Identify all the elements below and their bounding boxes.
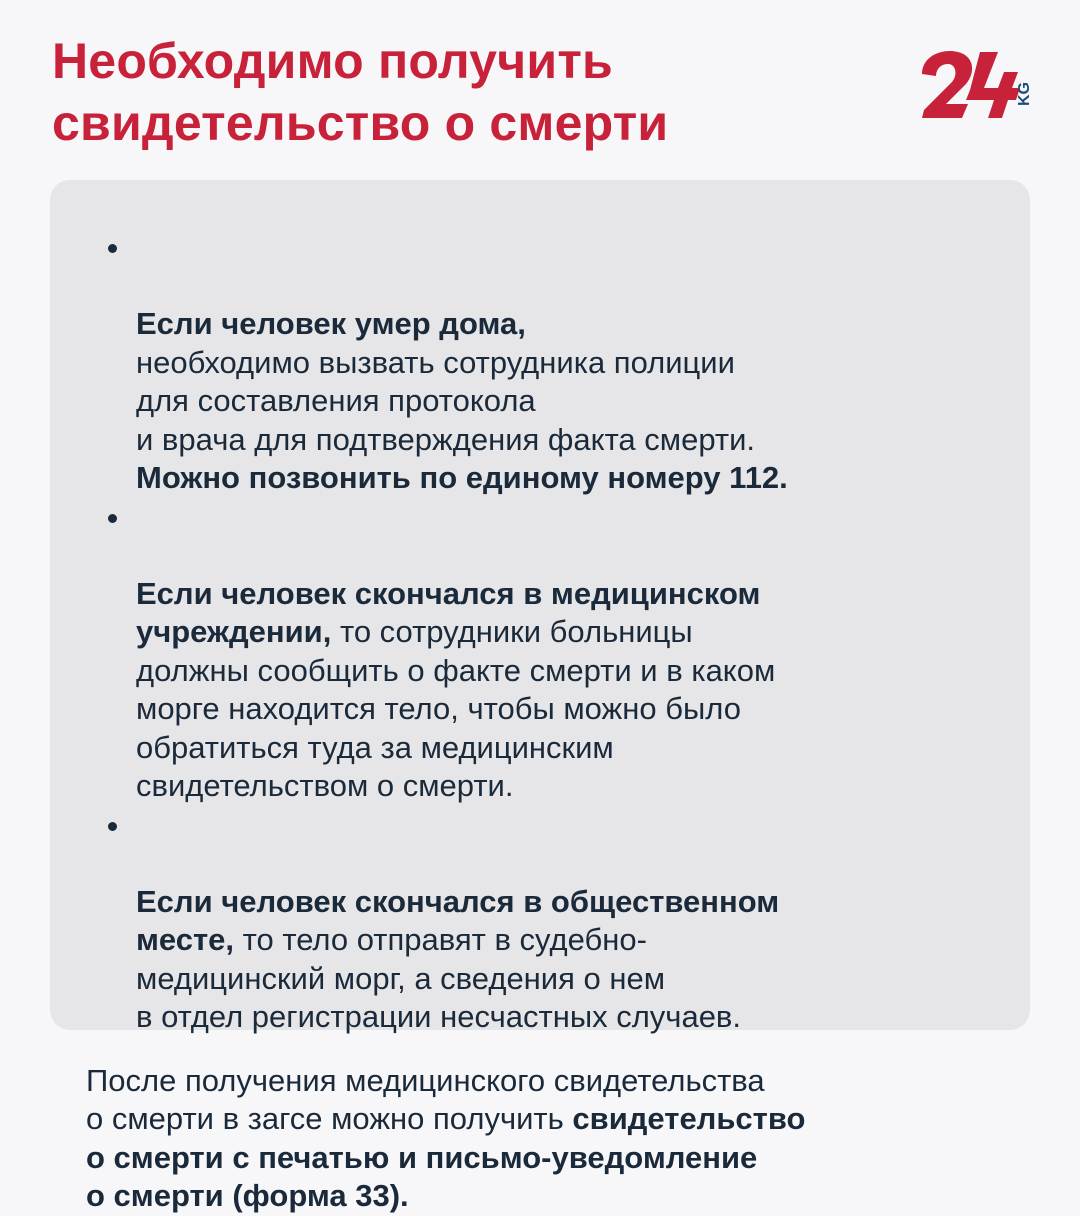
closing-text: После получения медицинского свидетельства о смерти в загсе можно получить [86, 1062, 765, 1136]
bullet-lead: Если человек скончался в общественном месте, [136, 883, 780, 957]
list-item [86, 806, 994, 1037]
bullet-lead: Если человек скончался в медицинском учреждении, [136, 575, 761, 649]
bullet-icon [108, 244, 117, 253]
bullet-lead: Если человек умер дома, [136, 306, 526, 341]
bullet-list [86, 228, 994, 1037]
page-title: Необходимо получить свидетельство о смерти [52, 33, 669, 151]
bullet-tail: Можно позвонить по единому номеру 112. [136, 460, 788, 495]
bullet-text: необходимо вызвать сотрудника полиции для составления протокола и врача для подтверждения факта смерти. [136, 344, 756, 457]
brand-logo [918, 44, 1034, 120]
bullet-icon [108, 822, 117, 831]
info-card [50, 180, 1030, 1213]
logo-24-mark [922, 51, 1020, 118]
list-item [86, 228, 994, 498]
closing-bold: свидетельство о смерти с печатью и письмо-уведомление о смерти (форма 33). [86, 1101, 806, 1213]
bullet-icon [108, 514, 117, 523]
bullet-text: то тело отправят в судебно- медицинский морг, а сведения о нем в отдел регистрации несчастных случаев. [136, 922, 742, 1034]
list-item [86, 498, 994, 806]
closing-paragraph [86, 1062, 994, 1216]
bullet-text: то сотрудники больницы должны сообщить о факте смерти и в каком морге находится тело, чтобы можно было обратиться туда за медицинским свидетельством о смерти. [136, 614, 776, 803]
logo-suffix: KG [1016, 82, 1033, 106]
